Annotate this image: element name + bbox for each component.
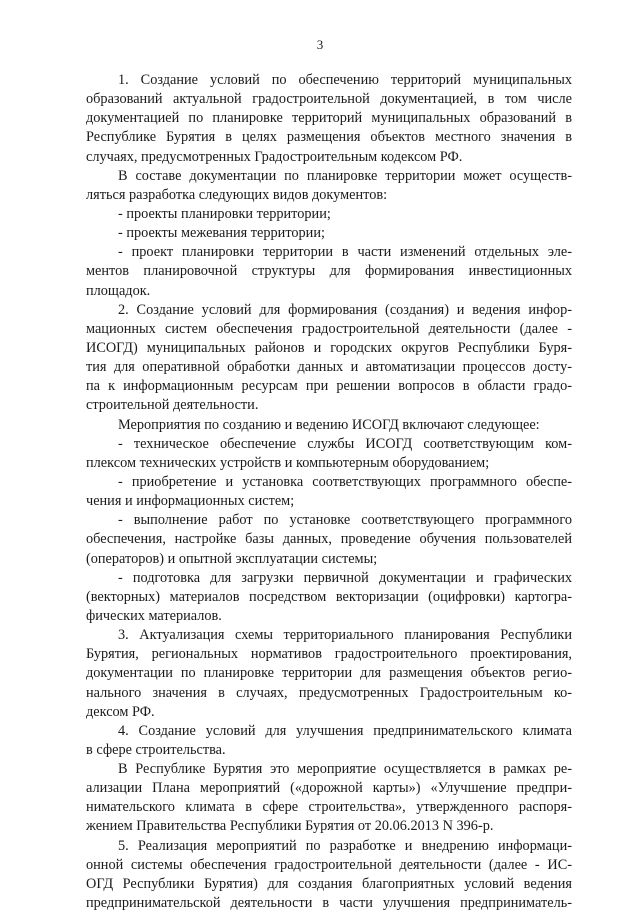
text-line: обеспечения, настройке базы данных, проведение обучения пользователей <box>86 531 572 548</box>
text-line: - подготовка для загрузки первичной документации и графических <box>118 569 572 586</box>
text-line: Мероприятия по созданию и ведению ИСОГД включают следующее: <box>118 416 540 433</box>
text-line: 4. Создание условий для улучшения предпринимательского климата <box>118 722 572 739</box>
text-line: документацией по планировке территорий муниципальных образований в <box>86 110 572 127</box>
page-number: 3 <box>316 37 324 52</box>
text-line: В составе документации по планировке территории может осуществ- <box>118 167 572 184</box>
text-line: - проекты планировки территории; <box>118 205 331 222</box>
text-line: плексом технических устройств и компьютерным оборудованием; <box>86 454 490 471</box>
text-line: фических материалов. <box>86 607 222 624</box>
text-line: ментов планировочной структуры для формирования инвестиционных <box>86 263 572 280</box>
text-line: жением Правительства Республики Бурятия от 20.06.2013 N 396-р. <box>86 818 494 835</box>
text-line: ализации Плана мероприятий («дорожной карты») «Улучшение предпри- <box>86 780 572 797</box>
text-line: (векторных) материалов посредством векторизации (оцифровки) картогра- <box>86 588 572 605</box>
text-line: в сфере строительства. <box>86 741 226 758</box>
text-line: ИСОГД) муниципальных районов и городских округов Республики Буря- <box>86 339 572 356</box>
text-line: онной системы обеспечения градостроительной деятельности (далее - ИС- <box>86 856 572 873</box>
text-line: - выполнение работ по установке соответствующего программного <box>118 512 572 529</box>
text-line: ОГД Республики Бурятия) для создания благоприятных условий ведения <box>86 875 572 892</box>
text-line: 5. Реализация мероприятий по разработке и внедрению информаци- <box>118 837 572 854</box>
text-line: чения и информационных систем; <box>86 493 295 510</box>
text-line: (операторов) и опытной эксплуатации системы; <box>86 550 378 567</box>
document-body <box>86 71 572 913</box>
text-line: тия для оперативной обработки данных и автоматизации процессов досту- <box>86 359 572 376</box>
text-line: - приобретение и установка соответствующих программного обеспе- <box>118 473 572 490</box>
text-line: па к информационным ресурсам при решении вопросов в области градо- <box>86 378 572 395</box>
text-line: нального значения в случаях, предусмотренных Градостроительным ко- <box>86 684 572 701</box>
text-line: предпринимательской деятельности в части улучшения предприниматель- <box>86 895 572 912</box>
text-line: Бурятия, региональных нормативов градостроительного проектирования, <box>86 646 572 663</box>
text-line: документации по планировке территории для размещения объектов регио- <box>86 665 572 682</box>
text-line: дексом РФ. <box>86 703 155 720</box>
text-line: Республике Бурятия в целях размещения объектов местного значения в <box>86 129 572 146</box>
text-line: случаях, предусмотренных Градостроительным кодексом РФ. <box>86 148 463 165</box>
text-line: В Республике Бурятия это мероприятие осуществляется в рамках ре- <box>118 761 572 778</box>
text-line: ляться разработка следующих видов документов: <box>86 186 388 203</box>
text-line: - техническое обеспечение службы ИСОГД соответствующим ком- <box>118 435 572 452</box>
text-line: 1. Создание условий по обеспечению территорий муниципальных <box>118 72 572 88</box>
text-line: мационных систем обеспечения градостроительной деятельности (далее - <box>86 320 572 337</box>
text-line: площадок. <box>86 282 151 299</box>
text-line: образований актуальной градостроительной документацией, в том числе <box>86 91 572 108</box>
text-line: - проекты межевания территории; <box>118 225 325 242</box>
text-line: 3. Актуализация схемы территориального планирования Республики <box>118 627 572 644</box>
text-line: - проект планировки территории в части изменений отдельных эле- <box>118 244 572 261</box>
text-line: нимательского климата в сфере строительства», утвержденного распоря- <box>86 799 572 816</box>
text-line: строительной деятельности. <box>86 397 259 414</box>
text-line: 2. Создание условий для формирования (создания) и ведения инфор- <box>118 301 572 318</box>
